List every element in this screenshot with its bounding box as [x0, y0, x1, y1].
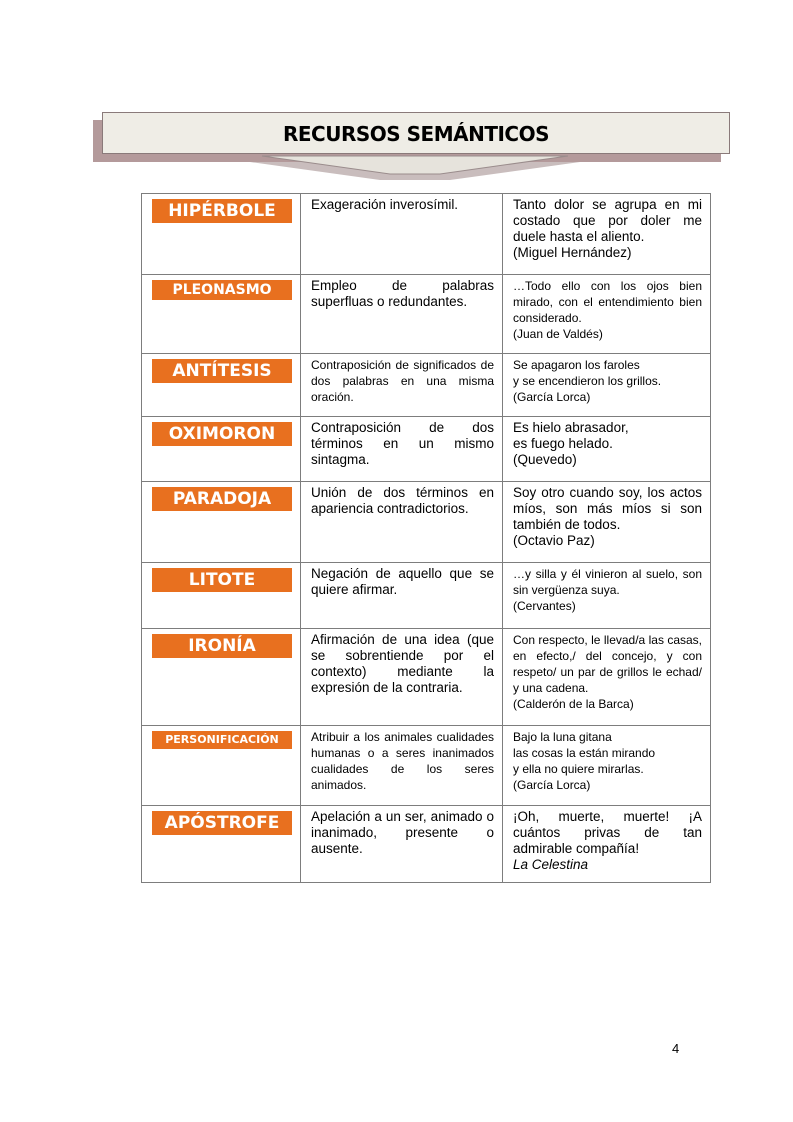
- page-number: 4: [672, 1041, 680, 1056]
- banner-arrow-decoration: [250, 154, 580, 184]
- example-author: (Quevedo): [513, 452, 577, 467]
- definition-cell: Exageración inverosímil.: [301, 194, 503, 275]
- example-text: Soy otro cuando soy, los actos míos, son más míos si son también de todos.: [513, 485, 702, 532]
- example-cell: [503, 417, 711, 482]
- example-cell: [503, 806, 711, 883]
- term-label: HIPÉRBOLE: [152, 199, 292, 223]
- term-label: IRONÍA: [152, 634, 292, 658]
- example-text: y ella no quiere mirarlas.: [513, 762, 644, 776]
- example-text: es fuego helado.: [513, 436, 613, 451]
- example-text: …Todo ello con los ojos bien mirado, con el entendimiento bien considerado.: [513, 279, 702, 325]
- example-text: las cosas la están mirando: [513, 746, 656, 760]
- term-cell: [142, 629, 301, 726]
- definition-cell: Atribuir a los animales cualidades humanas o a seres inanimados cualidades de los seres animados.: [301, 726, 503, 806]
- term-cell: [142, 482, 301, 563]
- table-row: [142, 482, 711, 563]
- example-cell: [503, 194, 711, 275]
- definition-cell: Negación de aquello que se quiere afirmar.: [301, 563, 503, 629]
- term-label: OXIMORON: [152, 422, 292, 446]
- table-row: [142, 194, 711, 275]
- table-row: [142, 354, 711, 417]
- table-row: [142, 629, 711, 726]
- example-author: (Calderón de la Barca): [513, 697, 634, 711]
- example-author: (García Lorca): [513, 778, 591, 792]
- term-label: PARADOJA: [152, 487, 292, 511]
- term-cell: [142, 806, 301, 883]
- example-text: …y silla y él vinieron al suelo, son sin vergüenza suya.: [513, 567, 702, 597]
- example-author: (García Lorca): [513, 390, 591, 404]
- definition-cell: Empleo de palabras superfluas o redundantes.: [301, 275, 503, 354]
- term-label: LITOTE: [152, 568, 292, 592]
- example-text: ¡Oh, muerte, muerte! ¡A cuántos privas de tan admirable compañía!: [513, 809, 702, 856]
- term-label: APÓSTROFE: [152, 811, 292, 835]
- definition-cell: Contraposición de dos términos en un mismo sintagma.: [301, 417, 503, 482]
- example-text: Bajo la luna gitana: [513, 730, 612, 744]
- table-row: [142, 806, 711, 883]
- example-text: Se apagaron los faroles: [513, 358, 640, 372]
- term-cell: [142, 194, 301, 275]
- table-row: [142, 726, 711, 806]
- term-label: PLEONASMO: [152, 280, 292, 300]
- semantic-resources-table: [141, 193, 711, 883]
- example-cell: [503, 629, 711, 726]
- example-author: La Celestina: [513, 857, 589, 872]
- example-author: (Octavio Paz): [513, 533, 595, 548]
- term-cell: [142, 417, 301, 482]
- example-cell: [503, 563, 711, 629]
- example-author: (Cervantes): [513, 599, 576, 613]
- term-cell: [142, 275, 301, 354]
- table-row: [142, 417, 711, 482]
- term-cell: [142, 726, 301, 806]
- definition-cell: Unión de dos términos en apariencia contradictorios.: [301, 482, 503, 563]
- term-label: PERSONIFICACIÓN: [152, 731, 292, 749]
- example-author: (Miguel Hernández): [513, 245, 632, 260]
- example-text: Con respecto, le llevad/a las casas, en efecto,/ del concejo, y con respeto/ un par de grillos le echad/ y una cadena.: [513, 633, 702, 695]
- term-cell: [142, 563, 301, 629]
- example-text: Es hielo abrasador,: [513, 420, 629, 435]
- term-label: ANTÍTESIS: [152, 359, 292, 383]
- example-cell: [503, 354, 711, 417]
- table-row: [142, 275, 711, 354]
- example-cell: [503, 726, 711, 806]
- example-text: Tanto dolor se agrupa en mi costado que por doler me duele hasta el aliento.: [513, 197, 702, 244]
- page-title: RECURSOS SEMÁNTICOS: [102, 112, 730, 154]
- example-text: y se encendieron los grillos.: [513, 374, 662, 388]
- definition-cell: Afirmación de una idea (que se sobrentiende por el contexto) mediante la expresión de la contraria.: [301, 629, 503, 726]
- definition-cell: Apelación a un ser, animado o inanimado, presente o ausente.: [301, 806, 503, 883]
- table-row: [142, 563, 711, 629]
- example-cell: [503, 275, 711, 354]
- term-cell: [142, 354, 301, 417]
- example-cell: [503, 482, 711, 563]
- example-author: (Juan de Valdés): [513, 327, 603, 341]
- definition-cell: Contraposición de significados de dos palabras en una misma oración.: [301, 354, 503, 417]
